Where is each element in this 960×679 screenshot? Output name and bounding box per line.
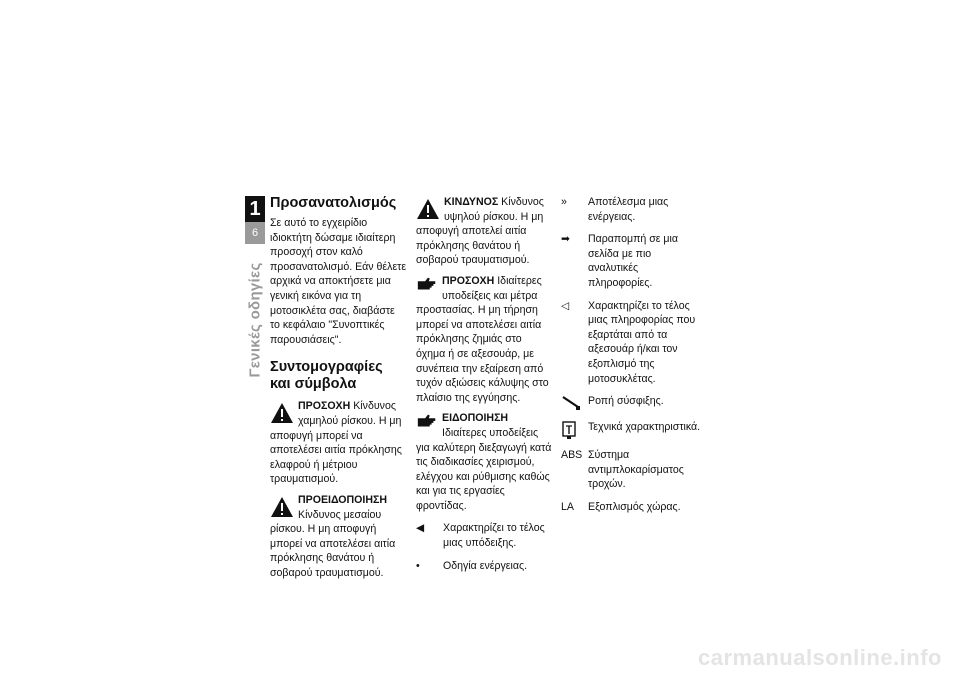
chapter-title: Γενικές οδηγίες	[246, 262, 264, 378]
notice-text: Κίνδυνος χαμηλού ρίσκου. Η μη αποφυγή μπορεί να αποτελέσει αιτία πρόκλησης ελαφρού ή μέτριου τραυματισμού.	[270, 400, 402, 486]
notice-text: Ιδιαίτερες υποδείξεις και μέτρα προστασίας. Η μη τήρηση μπορεί να αποτελέσει αιτία πρόκλησης ζημιάς στο όχημα ή σε αξεσουάρ, με συνέπεια την εξαίρεση από τυχόν αξιώσεις κάλυψης στο πλαίσιο της εγγύησης.	[416, 274, 549, 404]
column-3	[561, 195, 703, 515]
notice-attention	[416, 274, 552, 405]
notice-keyword: ΕΙΔΟΠΟΙΗΣΗ	[442, 412, 509, 425]
symbol-row-abs	[561, 448, 703, 492]
notice-keyword: ΠΡΟΕΙΔΟΠΟΙΗΣΗ	[298, 493, 388, 506]
symbol-row-accessory-end	[561, 299, 703, 387]
symbol-arrow: ➡	[561, 233, 570, 246]
section-heading-symbols: Συντομογραφίες και σύμβολα	[270, 359, 383, 393]
symbol-row-technical-data	[561, 420, 703, 440]
warning-triangle-icon	[416, 195, 440, 223]
symbol-description: Χαρακτηρίζει το τέλος μιας υπόδειξης.	[443, 522, 545, 550]
symbol-accessory-end: ◁	[561, 299, 570, 312]
warning-triangle-icon	[270, 399, 294, 427]
symbol-result: »	[561, 196, 567, 208]
notice-keyword: ΠΡΟΣΟΧΗ	[442, 274, 495, 287]
section-body-orientation: Σε αυτό το εγχειρίδιο ιδιοκτήτη δώσαμε ιδιαίτερη προσοχή στον καλό προσανατολισμό. Εάν θέλετε αρχικά να αποκτήσετε μια γενική εικόνα για τη μοτοσικλέτα σας, διαβάστε το κεφάλαιο "Συνοπτικές παρουσιάσεις".	[270, 217, 407, 346]
notice-danger	[416, 195, 552, 268]
notice-text: Κίνδυνος υψηλού ρίσκου. Η μη αποφυγή αποτελεί αιτία πρόκλησης θανάτου ή σοβαρού τραυματισμού.	[416, 196, 544, 267]
notice-keyword: ΚΙΝΔΥΝΟΣ	[444, 196, 499, 208]
torque-wrench-icon	[561, 394, 581, 412]
section-heading-orientation: Προσανατολισμός	[270, 195, 397, 211]
chapter-tab	[245, 196, 265, 244]
symbol-la: LA	[561, 500, 574, 513]
symbol-description: Αποτέλεσμα μιας ενέργειας.	[588, 196, 669, 223]
notice-text: Κίνδυνος μεσαίου ρίσκου. Η μη αποφυγή μπορεί να αποτελέσει αιτία πρόκλησης θανάτου ή σοβαρού τραυματισμού.	[270, 508, 396, 579]
symbol-description: Σύστημα αντιμπλοκαρίσματος τροχών.	[588, 449, 684, 491]
watermark: carmanualsonline.info	[698, 645, 942, 670]
hand-notice-icon	[416, 411, 438, 431]
technical-data-icon	[561, 420, 577, 440]
column-2	[416, 195, 552, 573]
notice-warning	[270, 493, 407, 581]
symbol-bullet: •	[416, 559, 420, 572]
warning-triangle-icon	[270, 493, 294, 521]
symbol-description: Χαρακτηρίζει το τέλος μιας πληροφορίας που εξαρτάται από τα αξεσουάρ ή/και τον εξοπλισμό της μοτοσυκλέτας.	[588, 299, 696, 385]
hand-notice-icon	[416, 274, 438, 294]
symbol-row-reference	[561, 232, 703, 290]
symbol-row-result	[561, 195, 703, 224]
notice-keyword: ΠΡΟΣΟΧΗ	[298, 400, 351, 413]
symbol-description: Ροπή σύσφιξης.	[588, 395, 664, 408]
symbol-row-la	[561, 500, 703, 515]
symbol-description: Εξοπλισμός χώρας.	[588, 500, 681, 513]
symbol-row-torque	[561, 394, 703, 412]
notice-caution	[270, 399, 407, 487]
symbol-row-action	[416, 559, 552, 574]
chapter-number: 1	[249, 198, 261, 220]
symbol-abs: ABS	[561, 449, 583, 462]
column-1	[270, 195, 407, 580]
symbol-description: Παραπομπή σε μια σελίδα με πιο αναλυτικές πληροφορίες.	[588, 233, 679, 289]
symbol-end-marker: ◀	[416, 522, 425, 535]
symbol-description: Οδηγία ενέργειας.	[443, 559, 528, 572]
notice-text: Ιδιαίτερες υποδείξεις για καλύτερη διεξαγωγή κατά τις διαδικασίες χειρισμού, ελέγχου και ρύθμισης καθώς και για τις εργασίες φροντίδας.	[416, 426, 552, 512]
symbol-description: Τεχνικά χαρακτηριστικά.	[588, 421, 701, 434]
notice-note	[416, 411, 552, 513]
symbol-row-end-of-note	[416, 521, 552, 550]
page-number: 6	[245, 222, 265, 244]
